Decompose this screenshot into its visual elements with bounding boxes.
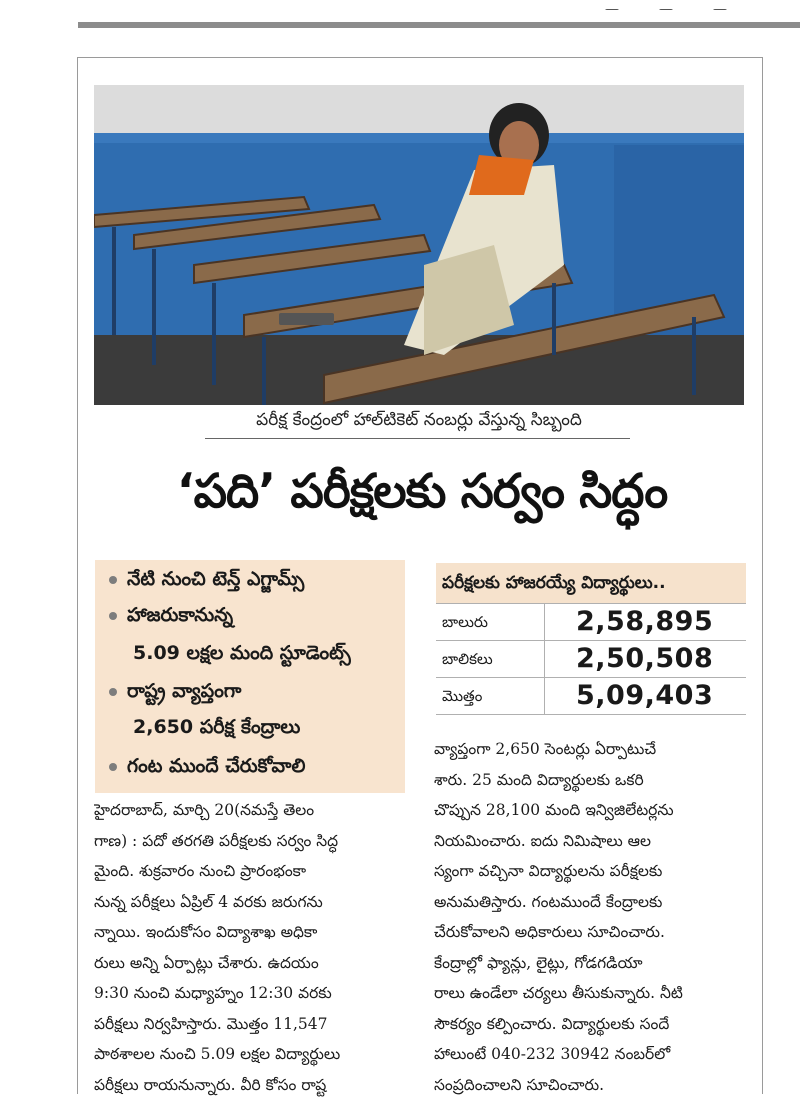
body-line: పరీక్షలు నిర్వహిస్తారు. మొత్తం 11,547 [94,1009,408,1040]
body-line: పరీక్షలు రాయనున్నారు. వీరి కోసం రాష్ట [94,1070,408,1100]
body-column-left [94,795,408,1100]
body-line: మైంది. శుక్రవారం నుంచి ప్రారంభంకా [94,856,408,887]
stats-row [436,677,746,714]
exam-hall-photo-icon [94,85,744,405]
stats-value: 2,50,508 [576,643,716,674]
body-line: నియమించారు. ఐదు నిమిషాలు ఆల [434,826,748,857]
body-line: కేంద్రాల్లో ఫ్యాన్లు, లైట్లు, గోడగడియా [434,948,748,979]
stats-row [436,640,746,677]
bullet-icon [109,688,117,696]
bullet-icon [109,612,117,620]
stats-row [436,603,746,640]
stats-label: మొత్తం [442,687,482,709]
bullet-icon [109,576,117,584]
body-line: సౌకర్యం కల్పించారు. విద్యార్థులకు సందే [434,1009,748,1040]
body-line: అనుమతిస్తారు. గంటముందే కేంద్రాలకు [434,887,748,918]
highlight-item: నేటి నుంచి టెన్త్ ఎగ్జామ్స్ [109,568,304,595]
highlight-item: హాజరుకానున్న [109,604,233,631]
top-page-glyphs [565,0,800,10]
body-line: శారు. 25 మంది విద్యార్థులకు ఒకరి [434,765,748,796]
photo-caption: పరీక్ష కేంద్రంలో హాల్‌టికెట్ నంబర్లు వేస్తున్న సిబ్బంది [94,410,744,434]
body-line: గాణ) : పదో తరగతి పరీక్షలకు సర్వం సిద్ధ [94,826,408,857]
body-line: హాలుంటే 040-232 30942 నంబర్‌లో [434,1039,748,1070]
highlight-item: గంట ముందే చేరుకోవాలి [109,755,305,782]
stats-value: 2,58,895 [576,606,716,637]
body-line: సంప్రదించాలని సూచించారు. [434,1070,748,1100]
highlight-continuation: 2,650 పరీక్ష కేంద్రాలు [133,716,300,743]
body-line: నున్న పరీక్షలు ఏప్రిల్ 4 వరకు జరుగను [94,887,408,918]
body-line: హైదరాబాద్, మార్చి 20(నమస్తే తెలం [94,795,408,826]
body-line: వ్యాప్తంగా 2,650 సెంటర్లు ఏర్పాటుచే [434,734,748,765]
body-line: చేరుకోవాలని అధికారులు సూచించారు. [434,917,748,948]
students-stats-table [436,563,746,715]
body-line: చొప్పున 28,100 మంది ఇన్విజిలేటర్లను [434,795,748,826]
headline: ‘పది’ పరీక్షలకు సర్వం సిద్ధం [92,452,752,532]
stats-value: 5,09,403 [576,680,716,711]
highlights-box [95,560,405,793]
top-rule [78,22,800,28]
stats-label: బాలురు [442,613,488,635]
stats-title: పరీక్షలకు హాజరయ్యే విద్యార్థులు.. [436,563,746,603]
body-column-right [434,734,748,1100]
body-line: రాలు ఉండేలా చర్యలు తీసుకున్నారు. నీటి [434,978,748,1009]
body-line: రులు అన్ని ఏర్పాట్లు చేశారు. ఉదయం [94,948,408,979]
body-line: న్నాయి. ఇందుకోసం విద్యాశాఖ అధికా [94,917,408,948]
caption-underline [205,438,630,439]
body-line: స్యంగా వచ్చినా విద్యార్థులను పరీక్షలకు [434,856,748,887]
body-line: పాఠశాలల నుంచి 5.09 లక్షల విద్యార్థులు [94,1039,408,1070]
stats-label: బాలికలు [442,650,493,672]
exam-hall-photo [94,85,744,405]
bullet-icon [109,763,117,771]
highlight-continuation: 5.09 లక్షల మంది స్టూడెంట్స్ [133,642,351,669]
highlight-item: రాష్ట్ర వ్యాప్తంగా [109,680,241,707]
body-line: 9:30 నుంచి మధ్యాహ్నం 12:30 వరకు [94,978,408,1009]
